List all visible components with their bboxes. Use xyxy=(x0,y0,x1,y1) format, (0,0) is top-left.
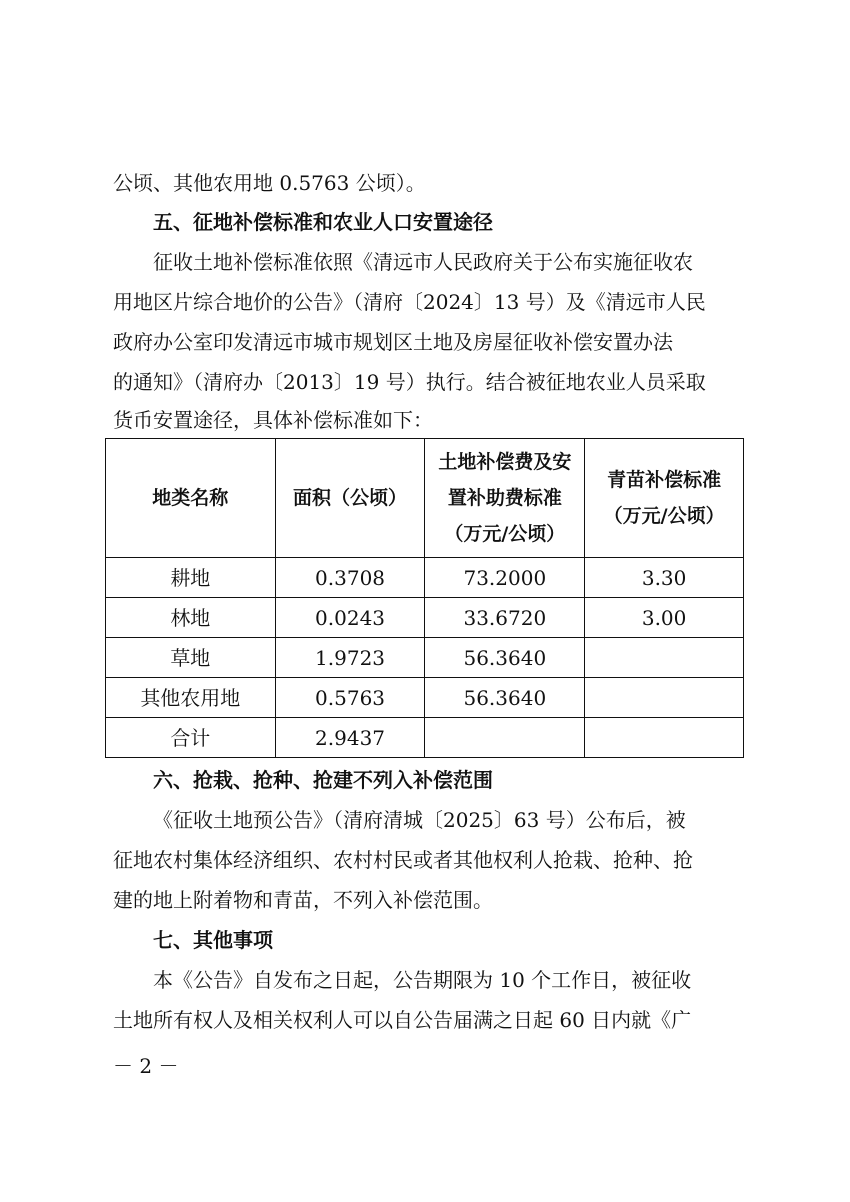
body-text-line: 征收土地补偿标准依照《清远市人民政府关于公布实施征收农 xyxy=(153,250,693,274)
body-text-line: 政府办公室印发清远市城市规划区土地及房屋征收补偿安置办法 xyxy=(113,330,673,354)
table-row xyxy=(106,718,744,758)
cell: 草地 xyxy=(106,638,276,678)
cell: 其他农用地 xyxy=(106,678,276,718)
section-5-heading: 五、征地补偿标准和农业人口安置途径 xyxy=(153,210,493,234)
cell: 0.5763 xyxy=(275,678,425,718)
body-text-line: 征地农村集体经济组织、农村村民或者其他权利人抢栽、抢种、抢 xyxy=(113,848,693,872)
table-row xyxy=(106,678,744,718)
cell: 0.3708 xyxy=(275,558,425,598)
cell xyxy=(585,718,744,758)
header-area: 面积（公顷） xyxy=(275,439,425,558)
cell: 2.9437 xyxy=(275,718,425,758)
cell: 0.0243 xyxy=(275,598,425,638)
cell: 耕地 xyxy=(106,558,276,598)
header-crop-compensation: 青苗补偿标准（万元/公顷） xyxy=(585,439,744,558)
table-row xyxy=(106,598,744,638)
section-7-heading: 七、其他事项 xyxy=(153,928,273,952)
body-text-line: 货币安置途径，具体补偿标准如下： xyxy=(113,408,433,432)
body-text-line: 《征收土地预公告》（清府清城〔2025〕63 号）公布后，被 xyxy=(153,808,686,832)
cell: 73.2000 xyxy=(425,558,585,598)
header-land-type: 地类名称 xyxy=(106,439,276,558)
cell: 56.3640 xyxy=(425,678,585,718)
cell xyxy=(425,718,585,758)
body-text-line: 本《公告》自发布之日起，公告期限为 10 个工作日，被征收 xyxy=(153,968,692,992)
header-land-compensation: 土地补偿费及安置补助费标准（万元/公顷） xyxy=(425,439,585,558)
cell: 33.6720 xyxy=(425,598,585,638)
cell xyxy=(585,638,744,678)
page-number: － 2 － xyxy=(113,1054,179,1078)
cell: 林地 xyxy=(106,598,276,638)
cell: 3.00 xyxy=(585,598,744,638)
table-row xyxy=(106,638,744,678)
cell xyxy=(585,678,744,718)
body-text-line: 建的地上附着物和青苗，不列入补偿范围。 xyxy=(113,888,493,912)
section-6-heading: 六、抢栽、抢种、抢建不列入补偿范围 xyxy=(153,768,493,792)
table-row xyxy=(106,558,744,598)
body-text-line: 的通知》（清府办〔2013〕19 号）执行。结合被征地农业人员采取 xyxy=(113,370,706,394)
cell: 56.3640 xyxy=(425,638,585,678)
cell: 1.9723 xyxy=(275,638,425,678)
body-text-line: 公顷、其他农用地 0.5763 公顷）。 xyxy=(113,171,426,195)
cell: 合计 xyxy=(106,718,276,758)
cell: 3.30 xyxy=(585,558,744,598)
compensation-table xyxy=(105,438,744,758)
table-header-row xyxy=(106,439,744,558)
body-text-line: 土地所有权人及相关权利人可以自公告届满之日起 60 日内就《广 xyxy=(113,1008,692,1032)
body-text-line: 用地区片综合地价的公告》（清府〔2024〕13 号）及《清远市人民 xyxy=(113,290,706,314)
